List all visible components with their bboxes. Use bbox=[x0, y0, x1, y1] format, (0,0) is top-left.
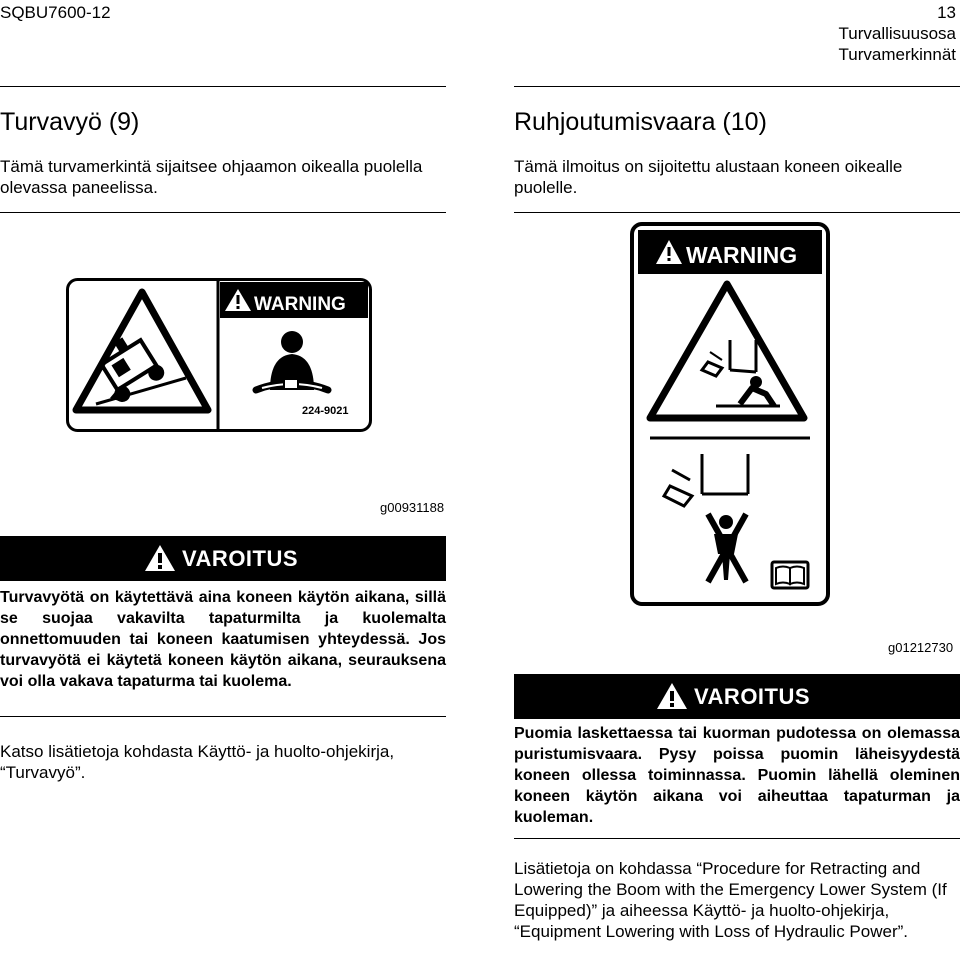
right-intro-rule bbox=[514, 212, 960, 213]
left-section-title: Turvavyö (9) bbox=[0, 108, 140, 136]
left-reference-text: Katso lisätietoja kohdasta Käyttö- ja huolto-ohjekirja, “Turvavyö”. bbox=[0, 742, 395, 782]
seat-belt-decal-part-number: 224-9021 bbox=[302, 405, 349, 417]
subsection-title: Turvamerkinnät bbox=[838, 45, 956, 64]
header-rule-left bbox=[0, 86, 446, 87]
seat-belt-decal bbox=[66, 278, 372, 432]
doc-code: SQBU7600-12 bbox=[0, 3, 111, 22]
right-reference-text: Lisätietoja on kohdassa “Procedure for Retracting and Lowering the Boom with the Emergency Lower System (If Equipped)” ja aiheessa Käyttö- ja huolto-ohjekirja, “Equipment Lowering with Loss of Hydraulic Power”. bbox=[514, 859, 947, 941]
crush-hazard-decal bbox=[630, 222, 830, 606]
section-title: Turvallisuusosa bbox=[838, 24, 956, 43]
left-intro-rule bbox=[0, 212, 446, 213]
right-alert-text: Puomia laskettaessa tai kuorman pudotessa on olemassa puristumisvaara. Pysy poissa puomin läheisyydestä koneen ollessa toiminnassa. Puomin lähellä oleminen koneen käytön aikana voi aiheuttaa tapaturman ja kuoleman. bbox=[514, 725, 960, 826]
right-alert-label: VAROITUS bbox=[694, 684, 811, 709]
left-alert-banner bbox=[0, 536, 446, 581]
left-figure-id: g00931188 bbox=[380, 500, 445, 515]
seat-belt-decal-warning: WARNING bbox=[254, 294, 346, 315]
crush-decal-warning: WARNING bbox=[686, 242, 798, 268]
left-alert-icon bbox=[144, 544, 176, 572]
right-section-title: Ruhjoutumisvaara (10) bbox=[514, 108, 767, 136]
left-alert-text: Turvavyötä on käytettävä aina koneen käytön aikana, sillä se suojaa vakavilta tapaturmilta ja kuolemalta onnettomuuden tai koneen kaatumisen yhteydessä. Jos turvavyötä ei käytetä koneen käytön aikana, seurauksena voi olla vakava tapaturma tai kuolema. bbox=[0, 589, 446, 690]
left-alert-label: VAROITUS bbox=[182, 546, 299, 571]
page-number: 13 bbox=[937, 3, 956, 22]
left-intro: Tämä turvamerkintä sijaitsee ohjaamon oikealla puolella olevassa paneelissa. bbox=[0, 157, 423, 197]
right-figure-id: g01212730 bbox=[888, 640, 954, 655]
right-alert-rule bbox=[514, 838, 960, 839]
right-alert-icon bbox=[656, 682, 688, 710]
left-alert-rule bbox=[0, 716, 446, 717]
right-alert-banner bbox=[514, 674, 960, 719]
header-rule-right bbox=[514, 86, 960, 87]
right-intro: Tämä ilmoitus on sijoitettu alustaan koneen oikealle puolelle. bbox=[514, 157, 903, 197]
